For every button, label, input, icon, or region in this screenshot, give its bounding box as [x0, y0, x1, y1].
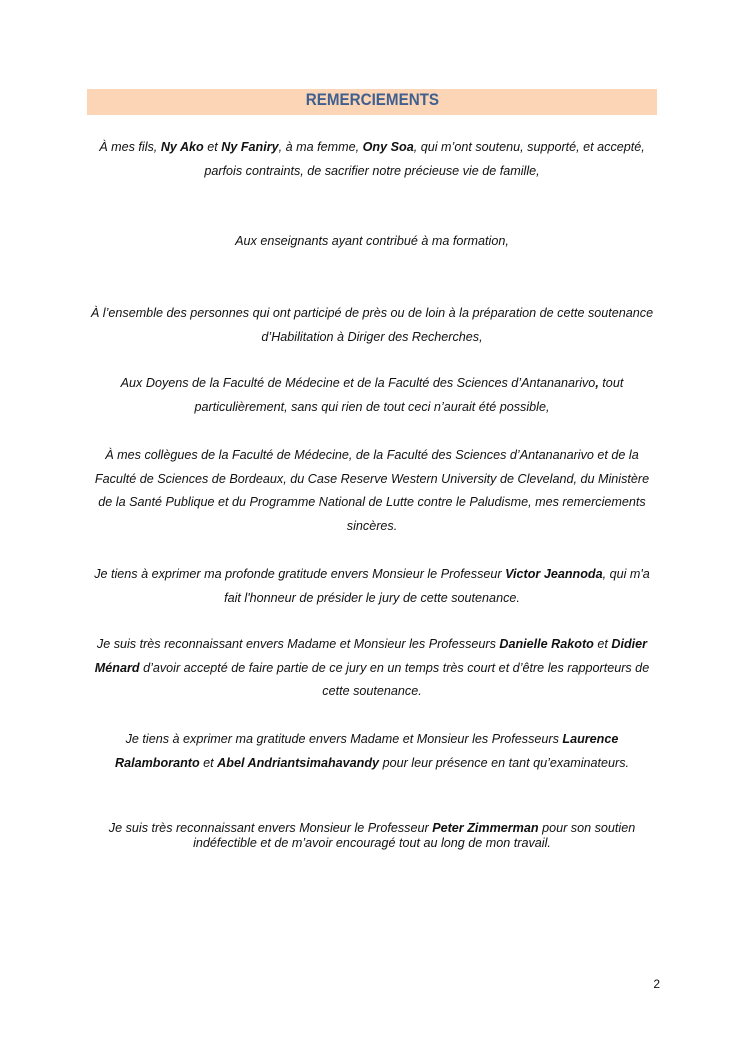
name-peter-zimmerman: Peter Zimmerman [432, 821, 539, 835]
section-heading-bar [87, 89, 657, 115]
paragraph-president: Je tiens à exprimer ma profonde gratitude envers Monsieur le Professeur Victor Jeannoda, qui m'a fait l'honneur de présider le jury de cette soutenance. [94, 567, 650, 605]
name-victor-jeannoda: Victor Jeannoda [505, 567, 603, 581]
name-abel-andriantsimahavandy: Abel Andriantsimahavandy [217, 755, 380, 770]
name-danielle-rakoto: Danielle Rakoto [499, 637, 594, 651]
paragraph-examiners: Je tiens à exprimer ma gratitude envers Madame et Monsieur les Professeurs Laurence Ralamboranto et Abel Andriantsimahavandy pour leur présence en tant qu’examinateurs. [114, 732, 630, 770]
page-number: 2 [653, 977, 660, 991]
paragraph-supervisor: Je suis très reconnaissant envers Monsieur le Professeur Peter Zimmerman pour son soutien indéfectible et de m’avoir encouragé tout au long de mon travail. [108, 821, 636, 850]
name-ny-ako: Ny Ako [160, 140, 204, 154]
paragraph-all-people: À l’ensemble des personnes qui ont participé de près ou de loin à la préparation de cette soutenance d’Habilitation à Diriger des Recherches, [90, 306, 654, 344]
paragraph-colleagues: À mes collègues de la Faculté de Médecine, de la Faculté des Sciences d’Antananarivo et de la Faculté de Sciences de Bordeaux, du Case Reserve Western University de Cleveland, du Ministère de la Santé Publique et du Programme National de Lutte contre le Paludisme, mes remerciements sincères. [94, 448, 650, 533]
name-laurence-ralamboranto: Laurence Ralamboranto [114, 732, 619, 770]
paragraph-deans: Aux Doyens de la Faculté de Médecine et de la Faculté des Sciences d’Antananarivo, tout particulièrement, sans qui rien de tout ceci n’aurait été possible, [120, 376, 624, 414]
name-ony-soa: Ony Soa [362, 140, 414, 154]
paragraph-rapporteurs: Je suis très reconnaissant envers Madame et Monsieur les Professeurs Danielle Rakoto et Didier Ménard d’avoir accepté de faire partie de ce jury en un temps très court et d’être les rapporteurs de cette soutenance. [94, 637, 650, 698]
section-title: REMERCIEMENTS [305, 91, 439, 109]
name-didier-menard: Didier Ménard [94, 637, 648, 675]
paragraph-family: À mes fils, Ny Ako et Ny Faniry, à ma femme, Ony Soa, qui m’ont soutenu, supporté, et accepté, parfois contraints, de sacrifier notre précieuse vie de famille, [99, 140, 645, 178]
paragraph-teachers: Aux enseignants ayant contribué à ma formation, [235, 234, 509, 248]
name-ny-faniry: Ny Faniry [221, 140, 279, 154]
